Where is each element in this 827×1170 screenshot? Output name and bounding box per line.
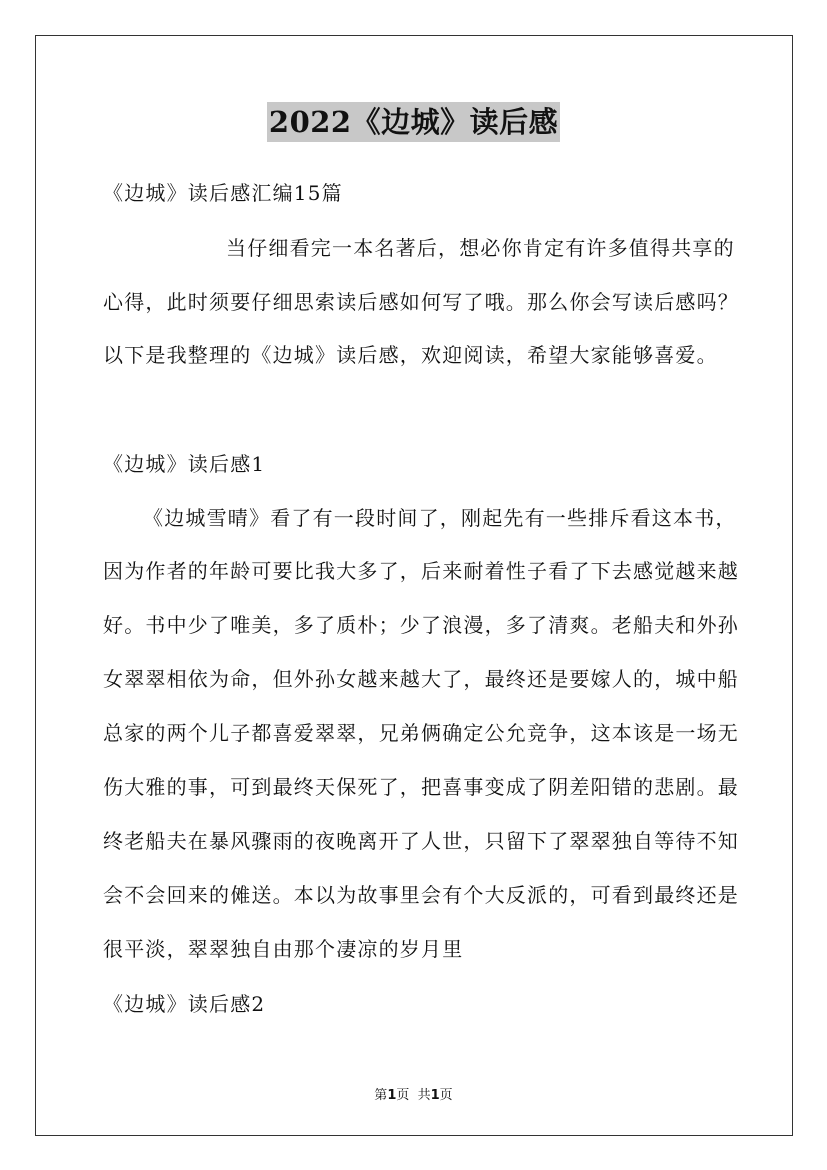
section-1-line: 《边城雪晴》看了有一段时间了，刚起先有一些排斥看这本书， <box>143 506 737 530</box>
title-wrap <box>0 102 827 142</box>
page-footer <box>0 1084 827 1103</box>
section-1-line: 好。书中少了唯美，多了质朴；少了浪漫，多了清爽。老船夫和外孙 <box>103 613 739 637</box>
section-1-heading: 《边城》读后感1 <box>103 452 266 476</box>
footer-mid: 页 共 <box>396 1088 431 1103</box>
section-1-line: 会不会回来的傩送。本以为故事里会有个大反派的，可看到最终还是 <box>103 883 739 907</box>
section-1-line: 很平淡，翠翠独自由那个凄凉的岁月里 <box>103 937 464 961</box>
section-2-heading: 《边城》读后感2 <box>103 992 266 1016</box>
intro-line-2: 心得，此时须要仔细思索读后感如何写了哦。那么你会写读后感吗？ <box>103 290 739 314</box>
section-1-line: 终老船夫在暴风骤雨的夜晚离开了人世，只留下了翠翠独自等待不知 <box>103 829 739 853</box>
intro-line-3: 以下是我整理的《边城》读后感，欢迎阅读，希望大家能够喜爱。 <box>103 343 718 367</box>
section-1-line: 女翠翠相依为命，但外孙女越来越大了，最终还是要嫁人的，城中船 <box>103 667 739 691</box>
section-1-line: 因为作者的年龄可要比我大多了，后来耐着性子看了下去感觉越来越 <box>103 559 739 583</box>
document-title: 2022《边城》读后感 <box>267 102 560 142</box>
footer-post: 页 <box>439 1088 453 1103</box>
document-subtitle: 《边城》读后感汇编15篇 <box>103 181 343 205</box>
section-1-line: 伤大雅的事，可到最终天保死了，把喜事变成了阴差阳错的悲剧。最 <box>103 775 739 799</box>
footer-total-pages: 1 <box>430 1088 440 1103</box>
intro-line-1: 当仔细看完一本名著后，想必你肯定有许多值得共享的 <box>226 236 735 260</box>
footer-pre: 第 <box>374 1088 388 1103</box>
section-1-line: 总家的两个儿子都喜爱翠翠，兄弟俩确定公允竞争，这本该是一场无 <box>103 721 739 745</box>
footer-page-number: 1 <box>387 1088 397 1103</box>
